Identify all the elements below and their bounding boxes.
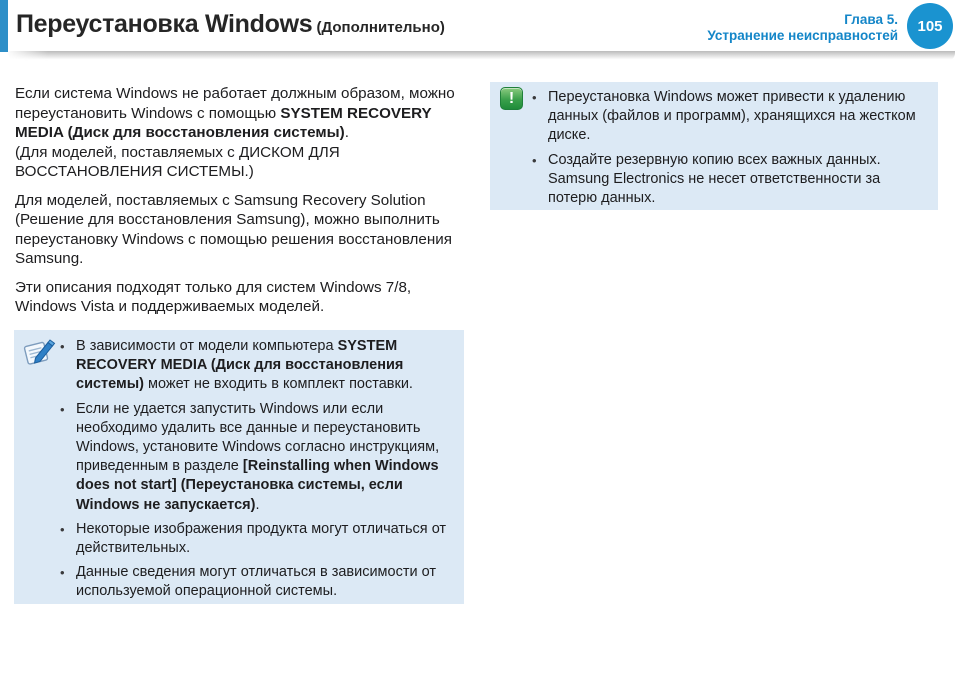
bullet-text: Данные сведения могут отличаться в зависимости от используемой операционной системы.: [76, 564, 436, 600]
bullet-text: Если не удается запустить Windows или если необходимо удалить все данные и переустановить Windows, установите Windows согласно инструкциям, приведенным в разделе [Reinstalling when Windows does not start] (Переустановка системы, если Windows не запускается).: [76, 400, 440, 513]
main-text-column: [15, 84, 467, 326]
list-item: [58, 337, 456, 395]
exclamation-icon: [500, 87, 523, 110]
header-divider-shadow: [8, 51, 955, 61]
note-box: [14, 330, 464, 604]
list-item: [58, 520, 456, 558]
notepad-pen-icon: [22, 337, 56, 367]
list-item: [530, 88, 930, 146]
bullet-icon: •: [60, 565, 65, 581]
warning-bullet-list: [530, 88, 930, 208]
exclamation-glyph: !: [508, 89, 515, 107]
list-item: [58, 563, 456, 601]
page-number: 105: [917, 17, 943, 35]
chapter-section-label: Устранение неисправностей: [707, 28, 898, 43]
bullet-text: Создайте резервную копию всех важных данных. Samsung Electronics не несет ответственности за потерю данных.: [548, 151, 881, 207]
paragraph: Для моделей, поставляемых с Samsung Recovery Solution (Решение для восстановления Samsung), можно выполнить переустановку Windows с помощью решения восстановления Samsung.: [15, 191, 452, 267]
bullet-text: Некоторые изображения продукта могут отличаться от действительных.: [76, 520, 447, 557]
list-item: [530, 151, 930, 209]
bullet-text: В зависимости от модели компьютера SYSTEM RECOVERY MEDIA (Диск для восстановления системы) может не входить в комплект поставки.: [76, 338, 413, 393]
list-item: [58, 400, 456, 515]
chapter-label: Глава 5.: [844, 12, 898, 27]
paragraph: (Для моделей, поставляемых с ДИСКОМ ДЛЯ ВОССТАНОВЛЕНИЯ СИСТЕМЫ.): [15, 143, 340, 180]
bullet-icon: •: [532, 90, 537, 105]
page-title: [16, 10, 656, 39]
bullet-icon: •: [60, 401, 65, 417]
bullet-icon: •: [532, 152, 537, 168]
note-bullet-list: [58, 337, 456, 602]
header-accent-bar: [0, 0, 8, 52]
bullet-icon: •: [60, 339, 65, 354]
paragraph: Эти описания подходят только для систем Windows 7/8, Windows Vista и поддерживаемых моделей.: [15, 278, 412, 315]
page-title-suffix: (Дополнительно): [312, 19, 445, 36]
paragraph: Если система Windows не работает должным образом, можно переустановить Windows с помощью SYSTEM RECOVERY MEDIA (Диск для восстановления системы).: [15, 85, 455, 141]
bullet-text: Переустановка Windows может привести к удалению данных (файлов и программ), хранящихся на жестком диске.: [548, 89, 916, 144]
bullet-icon: •: [60, 521, 65, 537]
chapter-info: [707, 12, 898, 44]
warning-box: [490, 82, 938, 210]
page-title-text: Переустановка Windows: [16, 10, 313, 38]
page-number-badge: [907, 3, 953, 49]
